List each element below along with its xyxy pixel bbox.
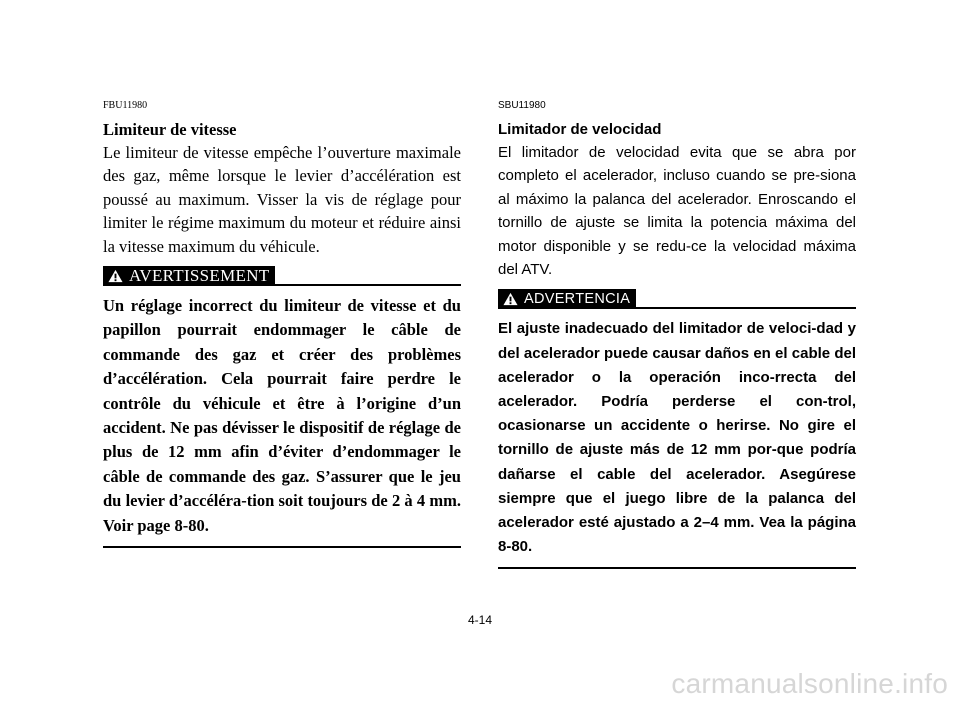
warning-end-rule: [498, 567, 856, 569]
warning-tag: [498, 289, 636, 309]
section-body: Le limiteur de vitesse empêche l’ouverture maximale des gaz, même lorsque le levier d’accélération est poussé au maximum. Visser la vis de réglage pour limiter le régime maximum du moteur et réduire ainsi la vitesse maximum du véhicule.: [103, 143, 461, 256]
watermark: carmanualsonline.info: [671, 668, 948, 699]
page-number: 4-14: [467, 613, 493, 627]
warning-tag: [103, 266, 275, 286]
warning-triangle-icon: [108, 269, 123, 283]
section-body: El limitador de velocidad evita que se abra por completo el acelerador, incluso cuando se pre-siona al máximo la palanca del acelerador. Enroscando el tornillo de ajuste se limita la potencia máxima del motor disponible y se redu-ce la velocidad máxima del ATV.: [498, 144, 856, 279]
warning-triangle-icon: [503, 292, 518, 306]
section-code: SBU11980: [498, 100, 546, 111]
section-heading: Limitador de velocidad: [498, 121, 662, 138]
warning-header: [103, 264, 461, 286]
warning-end-rule: [103, 546, 461, 548]
warning-text: Un réglage incorrect du limiteur de vitesse et du papillon pourrait endommager le câble de commande des gaz et créer des problèmes d’accélération. Cela pourrait faire perdre le contrôle du véhicule et être à l’origine d’un accident. Ne pas dévisser le dispositif de réglage de plus de 12 mm afin d’éviter d’endommager le câble de commande des gaz. S’assurer que le jeu du levier d’accéléra-tion soit toujours de 2 à 4 mm. Voir page 8-80.: [103, 296, 461, 535]
warning-text: El ajuste inadecuado del limitador de veloci-dad y del acelerador puede causar daños en el cable del acelerador o la operación inco-rrecta del acelerador. Podría perderse el con-trol, ocasionarse un accidente o herirse. No gire el tornillo de ajuste más de 12 mm por-que podría dañarse el cable del acelerador. Asegúrese siempre que el juego libre de la palanca del acelerador esté ajustado a 2–4 mm. Vea la página 8-80.: [498, 320, 856, 556]
spanish-column: [498, 100, 856, 569]
warning-label: AVERTISSEMENT: [129, 266, 270, 286]
section-code: FBU11980: [103, 100, 148, 111]
warning-header: [498, 287, 856, 309]
warning-label: ADVERTENCIA: [524, 291, 631, 308]
section-heading: Limiteur de vitesse: [103, 120, 237, 139]
french-column: [103, 100, 461, 548]
